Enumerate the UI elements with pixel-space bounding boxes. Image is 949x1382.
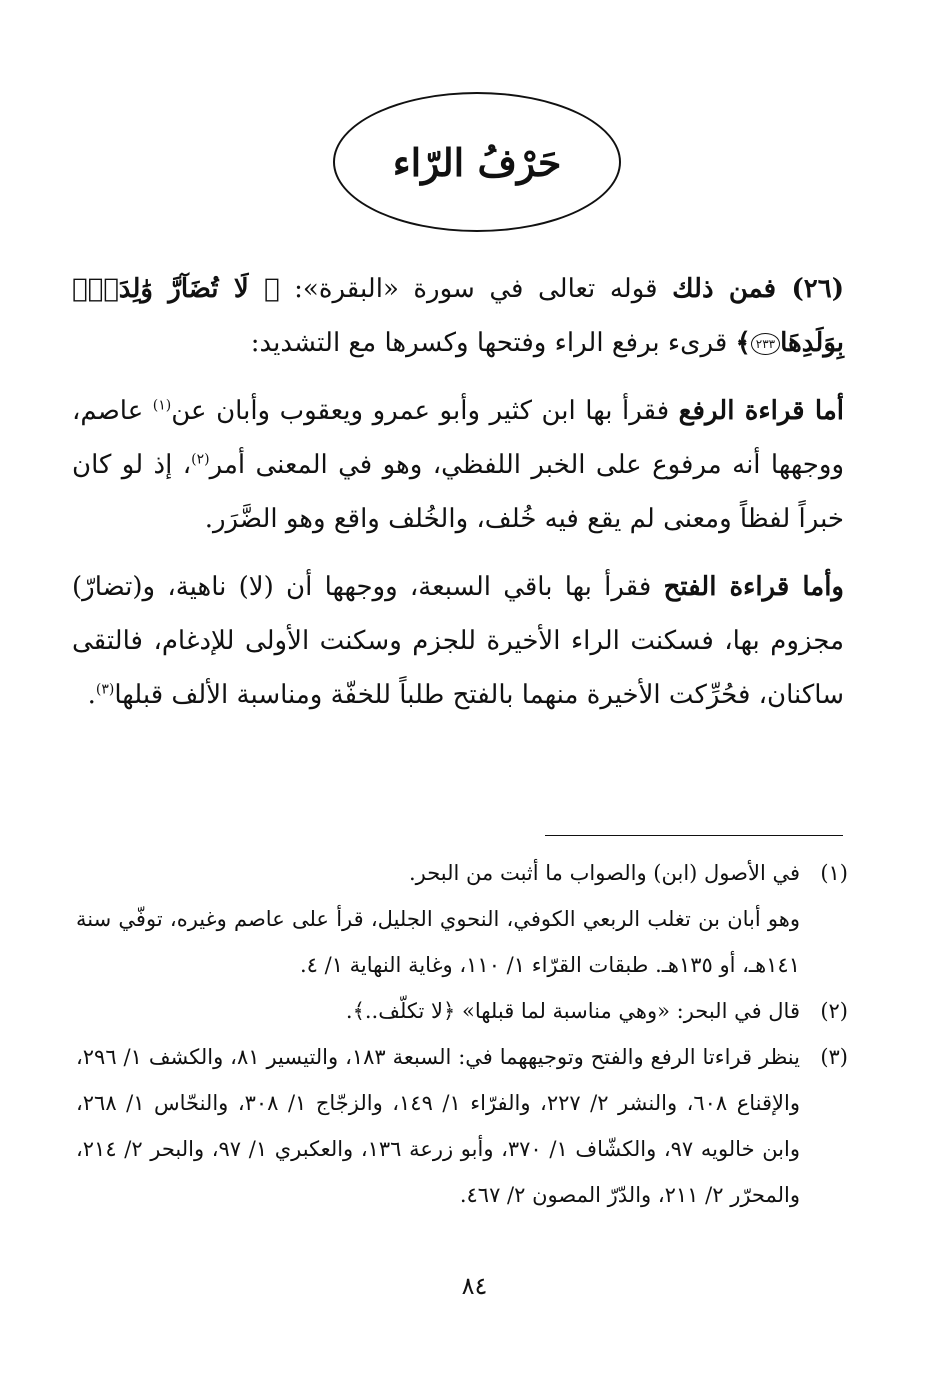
footnote-line: وهو أبان بن تغلب الربعي الكوفي، النحوي الجليل، قرأ على عاصم وغيره، توفّي سنة ١٤١هـ، أو ١٣٥هـ. طبقات القرّاء ١/ ١١٠، وغاية النهاية ١/ ٤. (76, 907, 801, 977)
quran-verse: ﴿ لَا تُضَآرَّ وَٰلِدَةُۢ بِوَلَدِهَا (72, 274, 844, 358)
raf-text-2: عاصم، ووجهها أنه مرفوع على الخبر اللفظي، وهو في المعنى أمر (72, 396, 844, 480)
footnote-separator (545, 835, 843, 836)
footnote-number: (٣) (820, 1045, 848, 1069)
footnote-line: قال في البحر: «وهي مناسبة لما قبلها» ﴿لا تكلّف..﴾. (345, 999, 800, 1023)
footnote-ref-1[interactable]: (١) (152, 397, 172, 414)
fath-text-1: فقرأ بها باقي السبعة، ووجهها أن (لا) ناهية، و(تضارّ) مجزوم بها، فسكنت الراء الأخيرة للجزم وسكنت الأولى للإدغام، فالتقى ساكنان، فحُرِّكت الأخيرة منهما بالفتح طلباً للخفّة ومناسبة الألف قبلها (72, 572, 844, 710)
footnote-number: (٢) (820, 999, 848, 1023)
footnote-line: في الأصول (ابن) والصواب ما أثبت من البحر. (408, 861, 800, 885)
footnote-1 (76, 850, 848, 988)
raf-text-1: فقرأ بها ابن كثير وأبو عمرو ويعقوب وأبان عن (171, 396, 679, 426)
paragraph-26 (72, 262, 844, 370)
ayah-number-marker: ٢٣٣ (751, 333, 780, 355)
chapter-title: حَرْفُ الرّاء (392, 139, 562, 185)
footnote-line: ينظر قراءتا الرفع والفتح وتوجيههما في: السبعة ١٨٣، والتيسير ٨١، والكشف ١/ ٢٩٦، والإقناع ٦٠٨، والنشر ٢/ ٢٢٧، والفرّاء ١/ ١٤٩، والزجّاج ١/ ٣٠٨، والنحّاس ١/ ٢٦٨، وابن خالويه ٩٧، والكشّاف ١/ ٣٧٠، وأبو زرعة ١٣٦، والعكبري ١/ ٩٧، والبحر ٢/ ٢١٤، والمحرّر ٢/ ٢١١، والدّرّ المصون ٢/ ٤٦٧. (76, 1045, 801, 1207)
footnote-ref-2[interactable]: (٢) (191, 451, 210, 468)
footnote-3 (76, 1034, 848, 1218)
page-number: ٨٤ (461, 1272, 488, 1300)
raf-text-3: ، إذ لو كان خبراً لفظاً ومعنى لم يقع فيه خُلف، والخُلف واقع وهو الضَّرَر. (72, 450, 844, 534)
paragraph-fath (72, 560, 844, 722)
footnote-ref-3[interactable]: (٣) (95, 681, 115, 698)
footnote-2 (76, 988, 848, 1034)
entry-rest: قرىء برفع الراء وفتحها وكسرها مع التشديد: (250, 328, 736, 358)
footnotes (76, 850, 848, 1218)
quran-verse-close: ﴾ (735, 328, 751, 358)
entry-number-lead: (٢٦) فمن ذلك (672, 274, 844, 304)
entry-intro: قوله تعالى في سورة «البقرة»: (279, 274, 673, 304)
footnote-number: (١) (820, 861, 848, 885)
raf-reading-lead: أما قراءة الرفع (678, 396, 845, 426)
chapter-title-oval (333, 92, 621, 232)
paragraph-raf (72, 384, 844, 546)
fath-text-2: . (87, 680, 96, 710)
fath-reading-lead: وأما قراءة الفتح (663, 572, 844, 602)
